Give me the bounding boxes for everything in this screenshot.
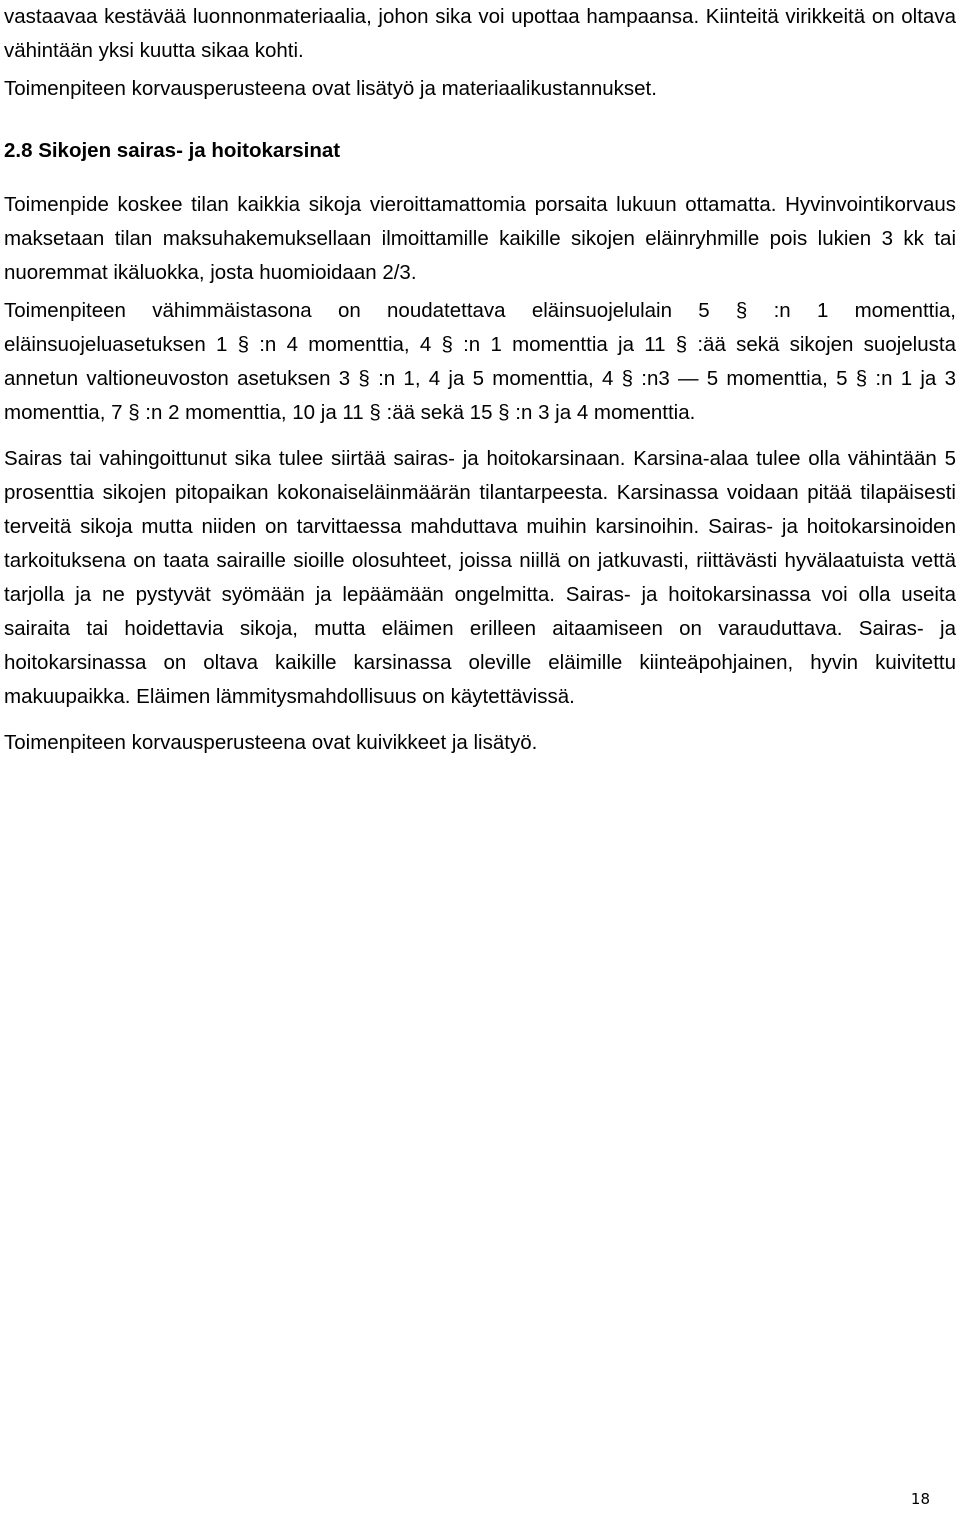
section-heading: 2.8 Sikojen sairas- ja hoitokarsinat [4,139,341,162]
page-number: 18 [910,1490,930,1508]
paragraph-vahimmaistaso: Toimenpiteen vähimmäistasona on noudatettava eläinsuojelulain 5 § :n 1 momenttia, eläinsuojeluasetuksen 1 § :n 4 momenttia, 4 § :n 1 momenttia ja 11 § :ää sekä sikojen suojelusta annetun valtioneuvoston asetuksen 3 § :n 1, 4 ja 5 momenttia, 4 § :n3 — 5 momenttia, 5 § :n 1 ja 3 momenttia, 7 § :n 2 momenttia, 10 ja 11 § :ää sekä 15 § :n 3 ja 4 momenttia. [4,299,956,424]
paragraph-toimenpide-kohde: Toimenpide koskee tilan kaikkia sikoja vieroittamattomia porsaita lukuun ottamatta. Hyvinvointikorvaus maksetaan tilan maksuhakemuksellaan ilmoittamille kaikille sikojen eläinryhmille pois lukien 3 kk tai nuoremmat ikäluokka, josta huomioidaan 2/3. [4,193,956,284]
paragraph-virikkeet: vastaavaa kestävää luonnonmateriaalia, johon sika voi upottaa hampaansa. Kiinteitä virikkeitä on oltava vähintään yksi kuutta sikaa kohti. [4,5,956,62]
paragraph-korvausperuste-materiaali: Toimenpiteen korvausperusteena ovat lisätyö ja materiaalikustannukset. [4,77,657,100]
paragraph-sairaskarsina: Sairas tai vahingoittunut sika tulee siirtää sairas- ja hoitokarsinaan. Karsina-alaa tulee olla vähintään 5 prosenttia sikojen pitopaikan kokonaiseläinmäärän tilantarpeesta. Karsinassa voidaan pitää tilapäisesti terveitä sikoja mutta niiden on tarvittaessa mahduttava muihin karsinoihin. Sairas- ja hoitokarsinoiden tarkoituksena on taata sairaille sioille olosuhteet, joissa niillä on jatkuvasti, riittävästi hyvälaatuista vettä tarjolla ja ne pystyvät syömään ja lepäämään ongelmitta. Sairas- ja hoitokarsinassa voi olla useita sairaita tai hoidettavia sikoja, mutta eläimen erilleen aitaamiseen on varauduttava. Sairas- ja hoitokarsinassa on oltava kaikille karsinassa oleville eläimille kiinteäpohjainen, hyvin kuivitettu makuupaikka. Eläimen lämmitysmahdollisuus on käytettävissä. [4,447,956,708]
paragraph-korvausperuste-kuivikkeet: Toimenpiteen korvausperusteena ovat kuivikkeet ja lisätyö. [4,731,538,754]
document-page [4,0,956,1521]
